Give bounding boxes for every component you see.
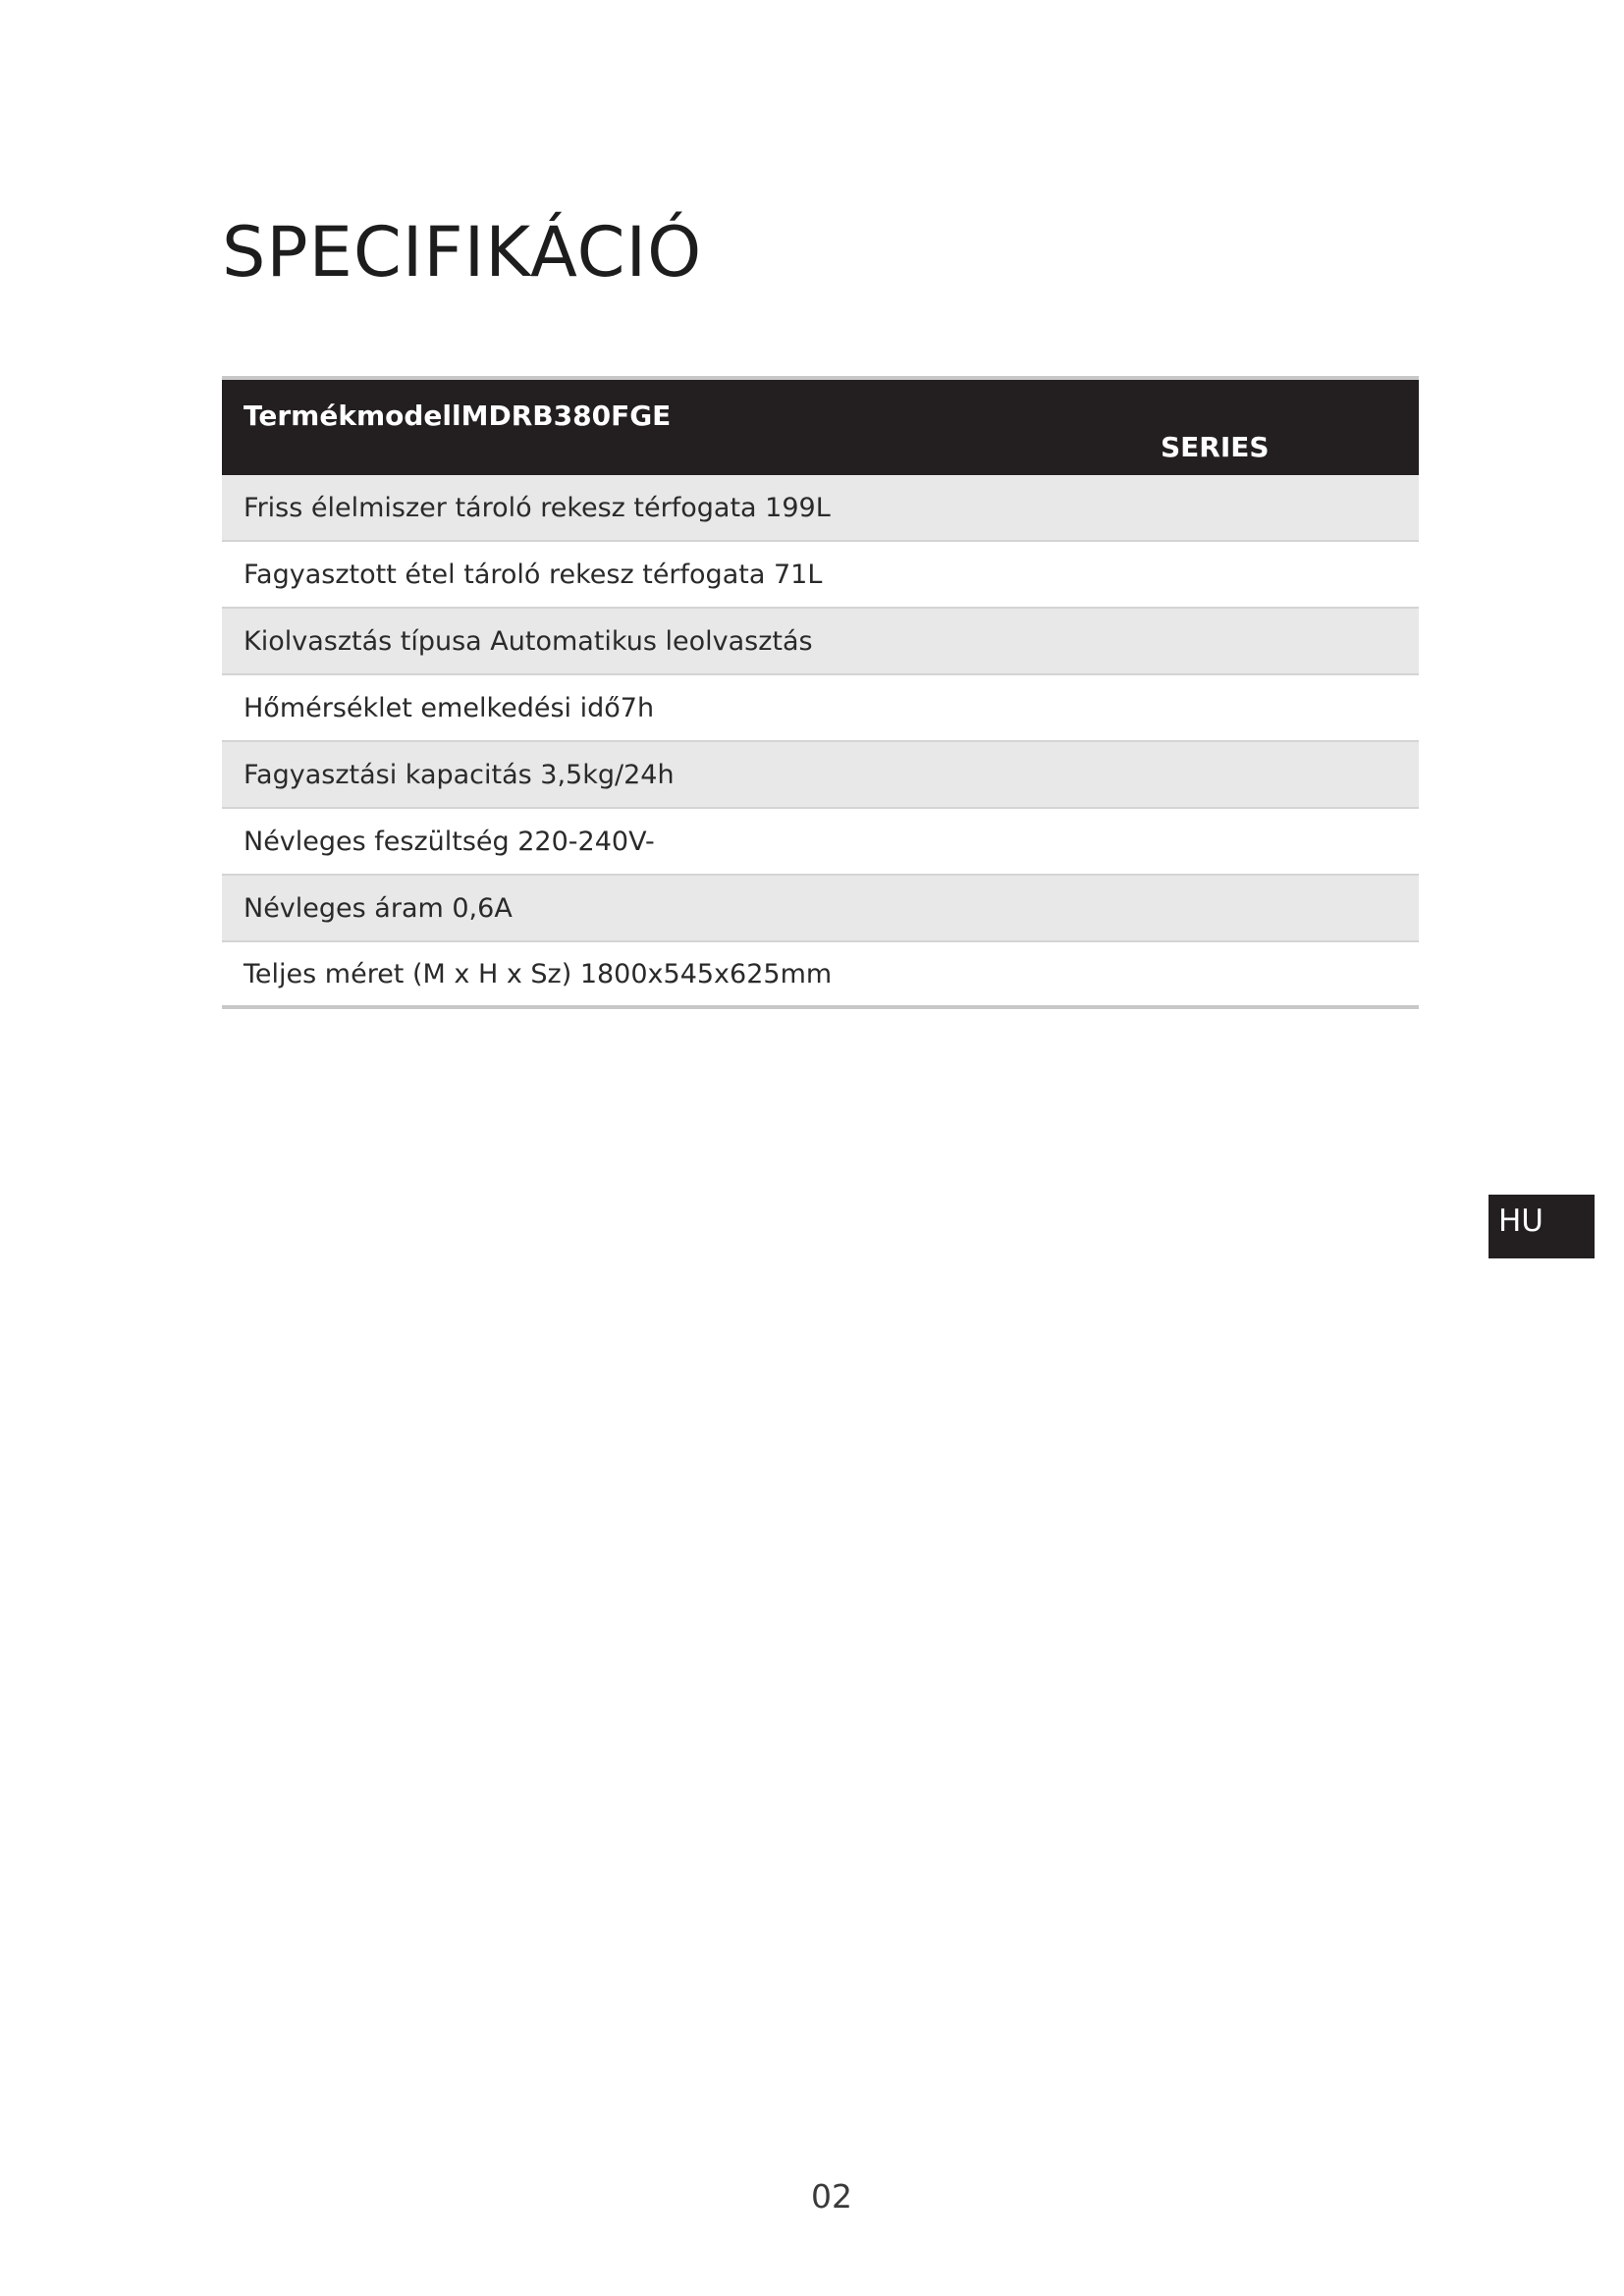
language-tab: HU xyxy=(1489,1195,1595,1258)
spec-row-fresh-food-volume: Friss élelmiszer tároló rekesz térfogata 199L xyxy=(222,475,1419,542)
spec-row-rated-voltage: Névleges feszültség 220-240V- xyxy=(222,809,1419,876)
series-label: SERIES xyxy=(1161,431,1270,463)
spec-table xyxy=(222,376,1419,1009)
spec-row-temperature-rise-time: Hőmérséklet emelkedési idő7h xyxy=(222,675,1419,742)
spec-row-frozen-food-volume: Fagyasztott étel tároló rekesz térfogata 71L xyxy=(222,542,1419,609)
spec-row-freezing-capacity: Fagyasztási kapacitás 3,5kg/24h xyxy=(222,742,1419,809)
spec-table-header xyxy=(222,380,1419,475)
spec-row-overall-dimensions: Teljes méret (M x H x Sz) 1800x545x625mm xyxy=(222,942,1419,1009)
page-number: 02 xyxy=(811,2177,852,2216)
spec-row-rated-current: Névleges áram 0,6A xyxy=(222,876,1419,942)
page-title: SPECIFIKÁCIÓ xyxy=(222,212,703,293)
spec-row-defrost-type: Kiolvasztás típusa Automatikus leolvasztás xyxy=(222,609,1419,675)
product-model-label: TermékmodellMDRB380FGE xyxy=(244,400,672,432)
